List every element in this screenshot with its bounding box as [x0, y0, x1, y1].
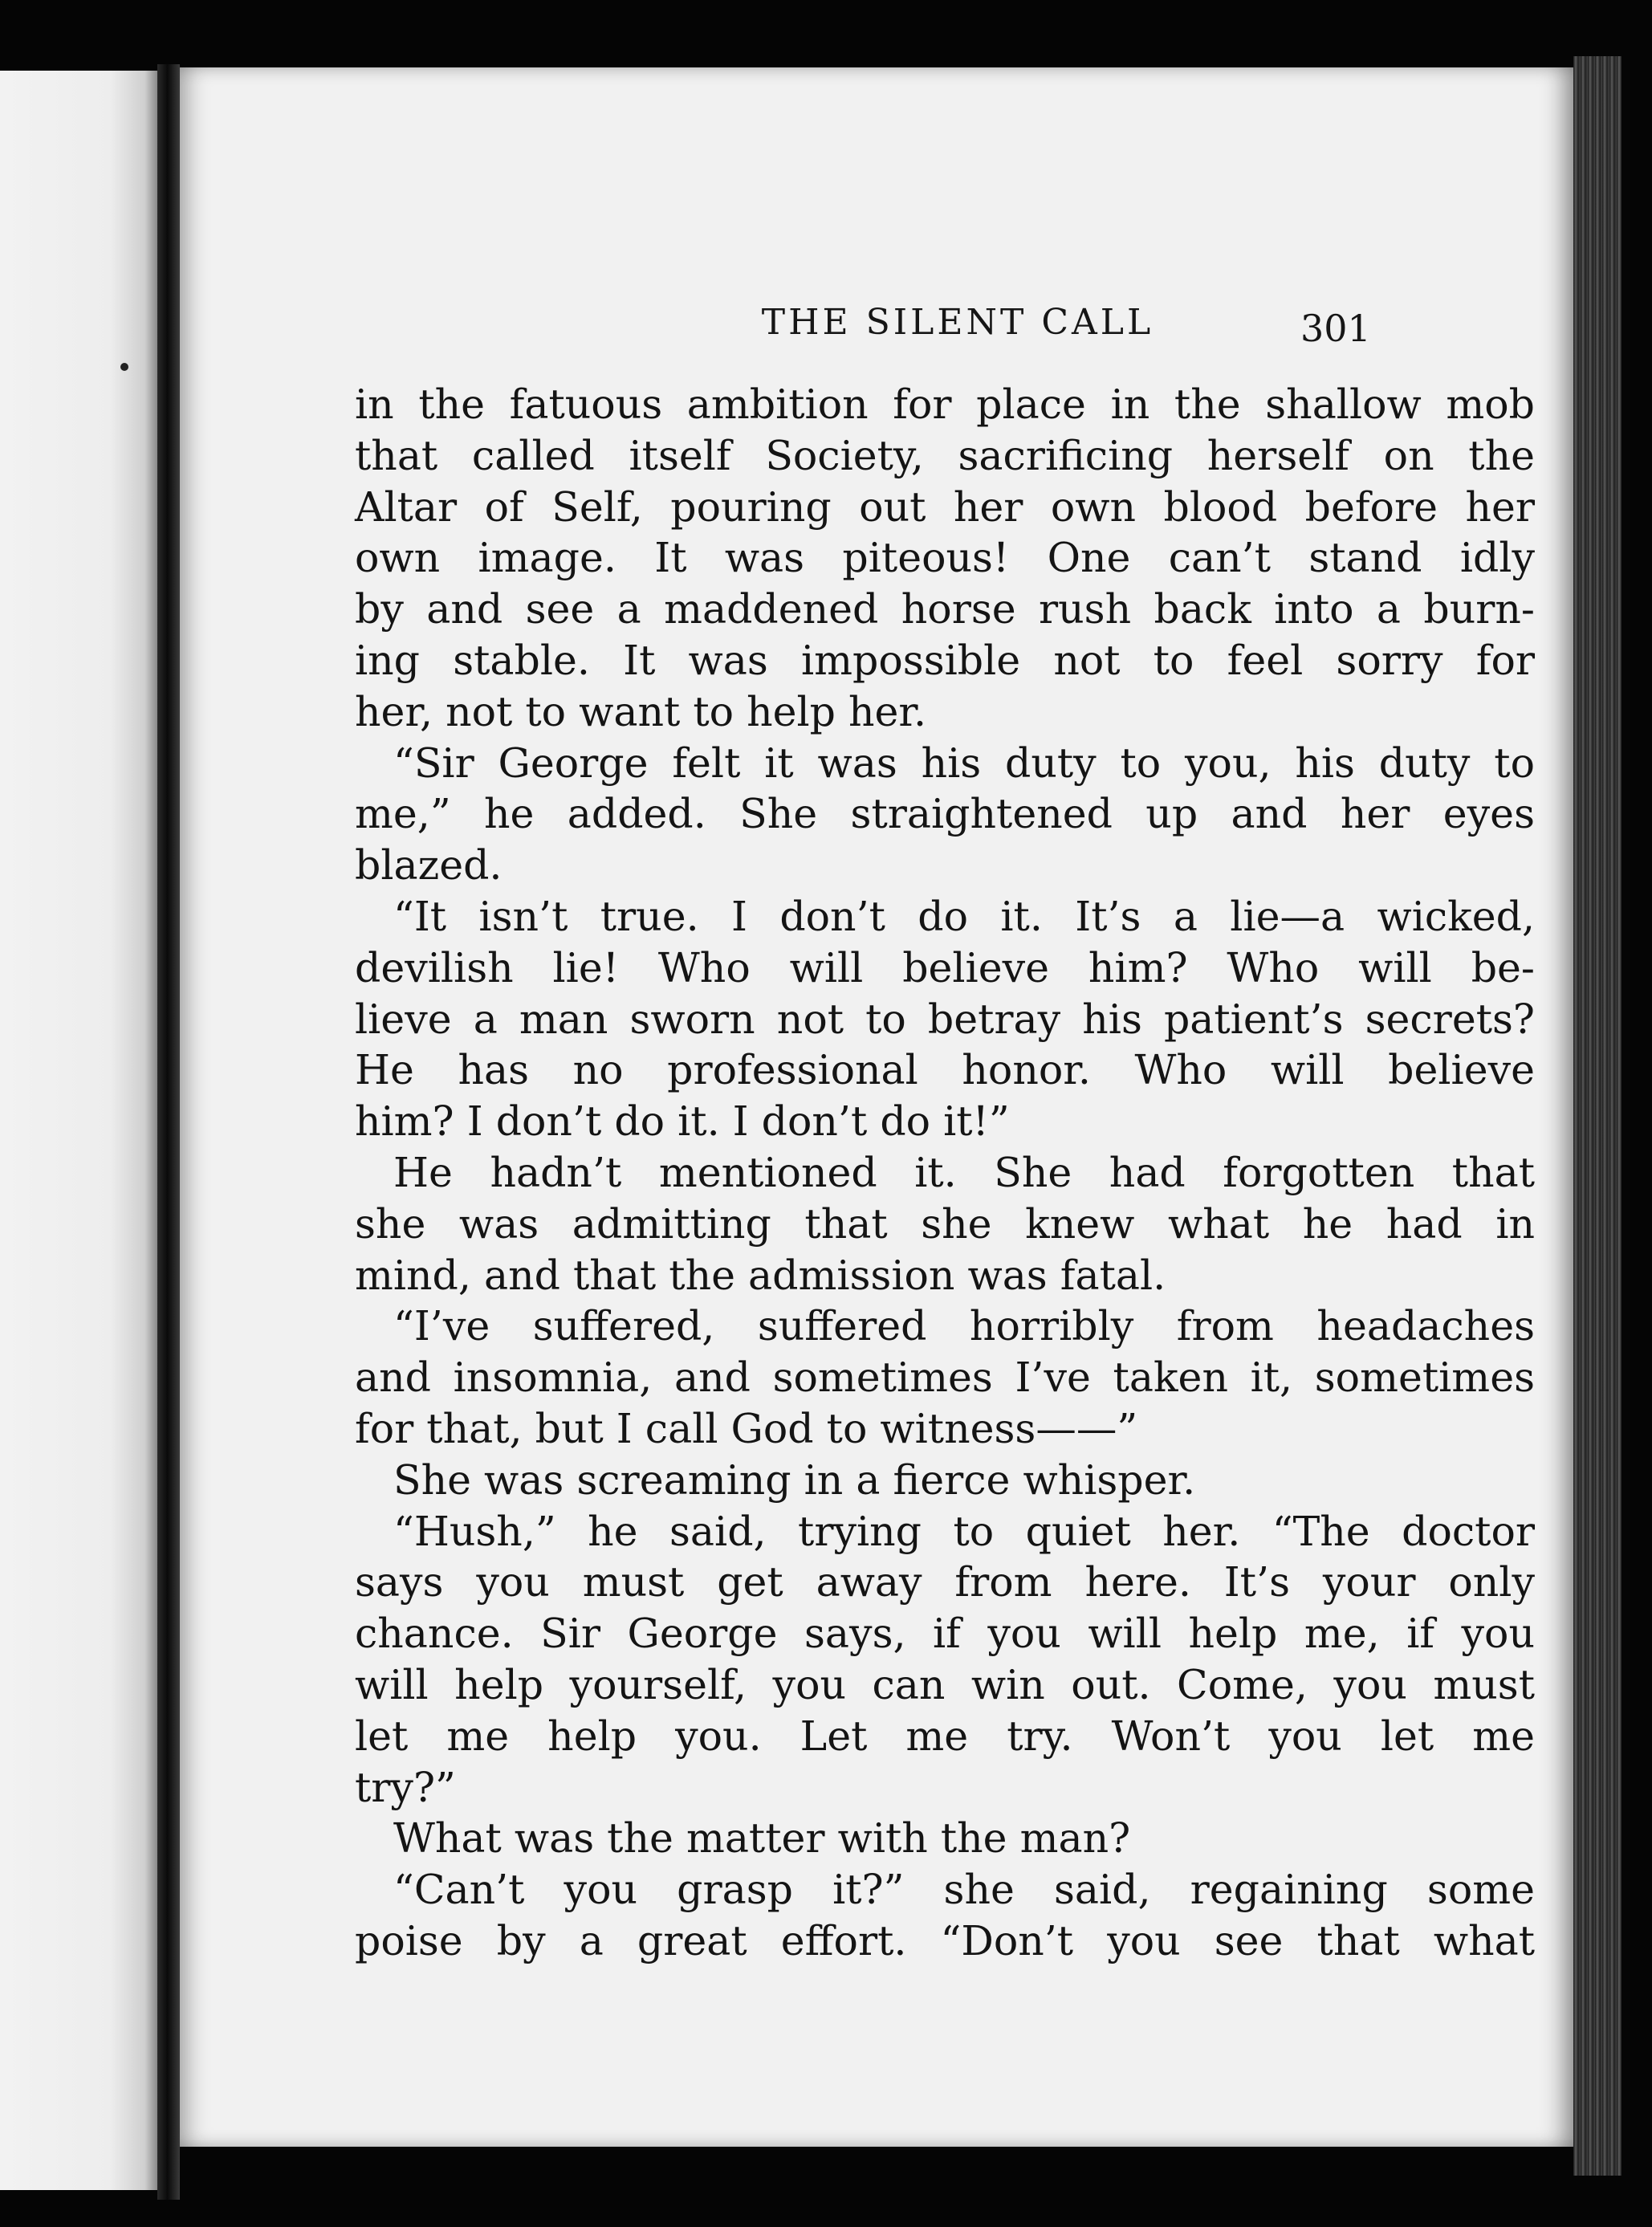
text-line: “Can’t you grasp it?” she said, regaining some: [393, 1866, 1535, 1914]
text-line: poise by a great effort. “Don’t you see that what: [355, 1916, 1535, 1964]
text-line: lieve a man sworn not to betray his patient’s secrets?: [355, 995, 1535, 1043]
body-text: [355, 379, 1535, 1967]
text-line: for that, but I call God to witness——”: [355, 1404, 1138, 1452]
text-line: and insomnia, and sometimes I’ve taken it, sometimes: [355, 1354, 1535, 1402]
text-line: him? I don’t do it. I don’t do it!”: [355, 1097, 1010, 1146]
text-line: “Sir George felt it was his duty to you, his duty to: [393, 739, 1535, 787]
text-line: by and see a maddened horse rush back into a burn-: [355, 585, 1535, 633]
text-line: He hadn’t mentioned it. She had forgotten that: [393, 1148, 1535, 1196]
text-line: What was the matter with the man?: [393, 1814, 1131, 1863]
text-line: her, not to want to help her.: [355, 687, 927, 735]
text-line: devilish lie! Who will believe him? Who will be-: [355, 943, 1535, 991]
book-gutter: [157, 64, 180, 2200]
text-line: He has no professional honor. Who will believe: [355, 1046, 1535, 1094]
running-title: THE SILENT CALL: [761, 302, 1154, 343]
text-line: blazed.: [355, 841, 503, 890]
text-line: She was screaming in a fierce whisper.: [393, 1455, 1196, 1504]
text-line: says you must get away from here. It’s your only: [355, 1558, 1535, 1606]
page-number: 301: [1300, 307, 1371, 350]
text-line: “I’ve suffered, suffered horribly from headaches: [393, 1302, 1535, 1350]
text-line: try?”: [355, 1763, 456, 1811]
text-line: ing stable. It was impossible not to feel sorry for: [355, 636, 1535, 684]
facing-page-edge: [0, 71, 157, 2190]
text-line: own image. It was piteous! One can’t stand idly: [355, 534, 1535, 582]
text-line: she was admitting that she knew what he had in: [355, 1199, 1535, 1248]
margin-speck: [120, 363, 128, 371]
page-stack-edge: [1573, 56, 1621, 2176]
text-line: “Hush,” he said, trying to quiet her. “The doctor: [393, 1507, 1535, 1555]
text-line: Altar of Self, pouring out her own blood before her: [355, 482, 1535, 531]
text-line: me,” he added. She straightened up and her eyes: [355, 790, 1535, 838]
text-line: chance. Sir George says, if you will help me, if you: [355, 1610, 1535, 1658]
text-line: that called itself Society, sacrificing herself on the: [355, 431, 1535, 479]
text-line: “It isn’t true. I don’t do it. It’s a lie—a wicked,: [393, 892, 1535, 940]
book-page: [180, 67, 1573, 2147]
text-line: mind, and that the admission was fatal.: [355, 1251, 1166, 1299]
text-line: in the fatuous ambition for place in the shallow mob: [355, 381, 1535, 428]
text-line: will help yourself, you can win out. Come, you must: [355, 1660, 1535, 1708]
text-line: let me help you. Let me try. Won’t you let me: [355, 1712, 1535, 1760]
running-head: [180, 302, 1573, 350]
